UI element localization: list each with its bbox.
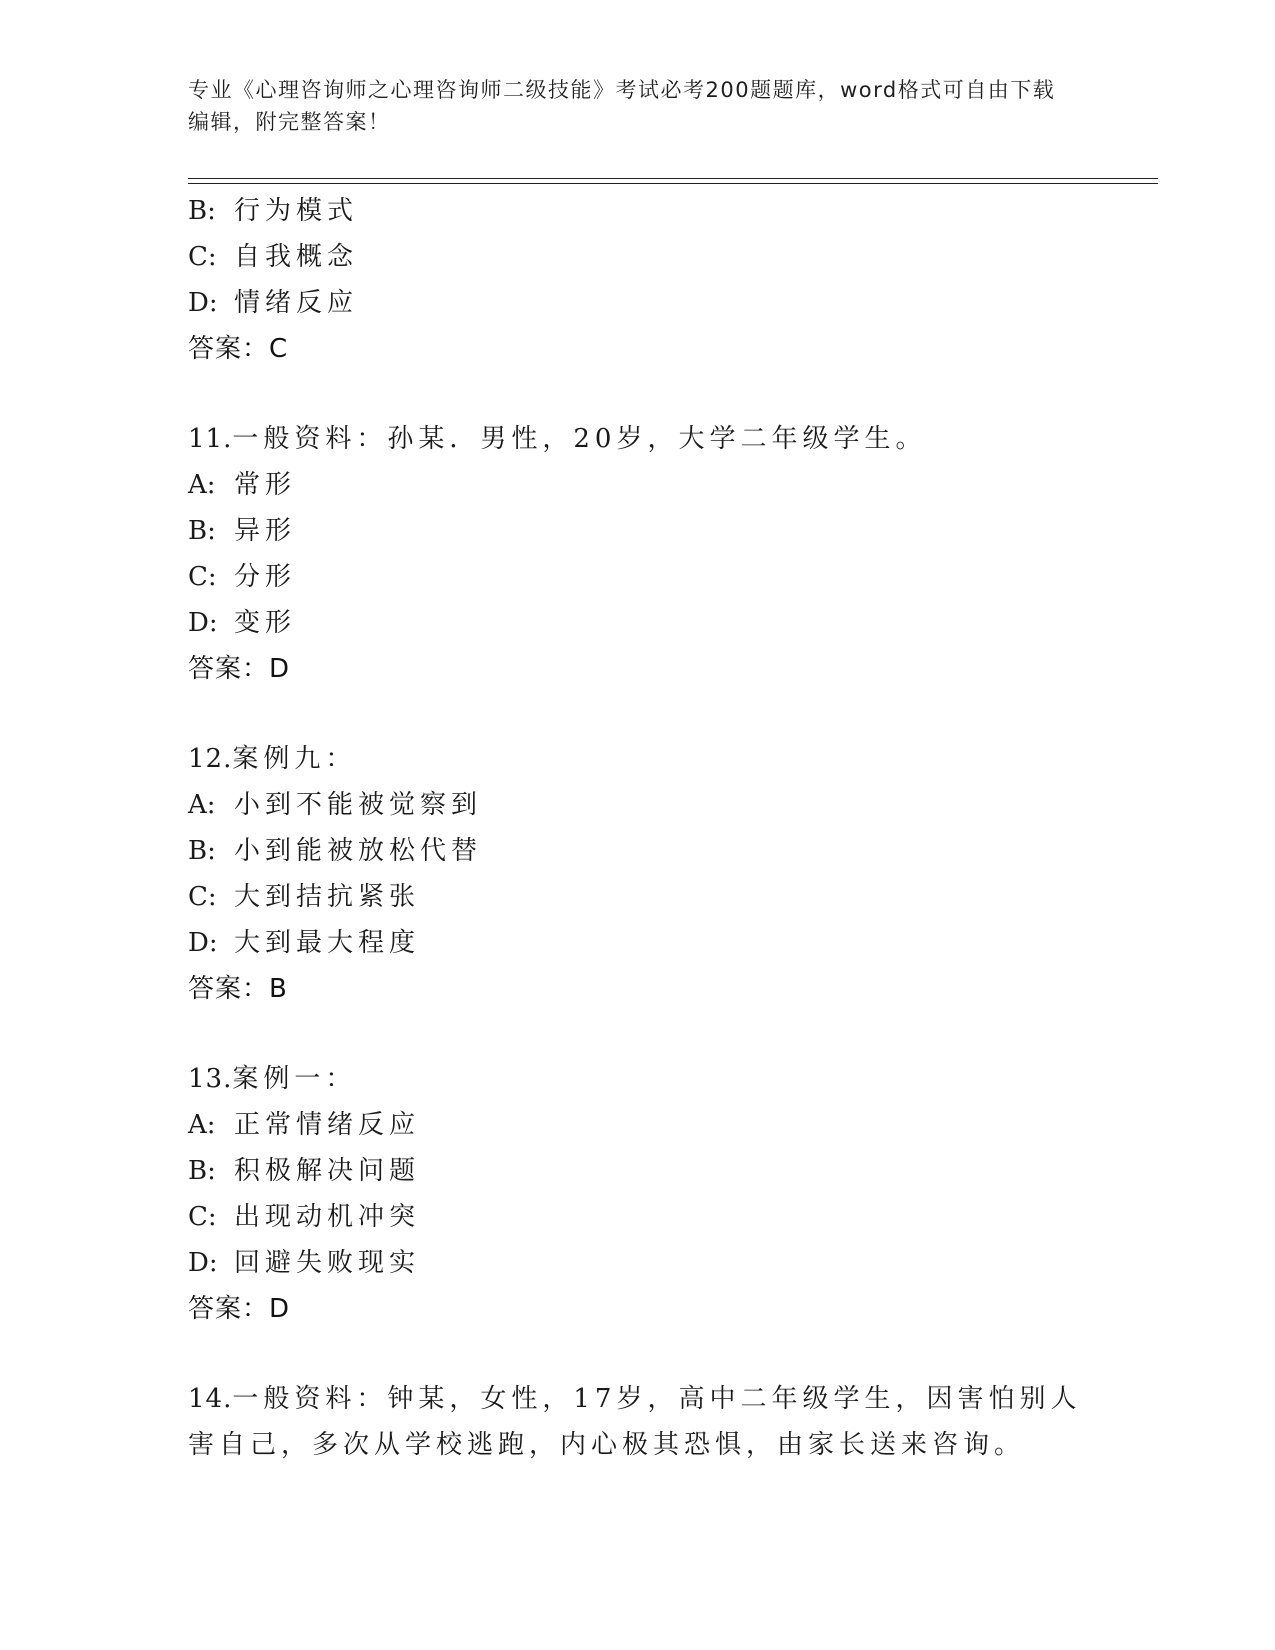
question-stem bbox=[188, 1056, 1088, 1102]
question-number: 11. bbox=[188, 424, 233, 454]
option-text: 大到最大程度 bbox=[234, 928, 421, 958]
option-key: C: bbox=[188, 562, 217, 592]
question-number: 13. bbox=[188, 1064, 233, 1094]
option-key: B: bbox=[188, 836, 216, 866]
question-stem bbox=[188, 736, 1088, 782]
question-text: 一般资料：钟某，女性，17岁，高中二年级学生，因害怕别人害自己，多次从学校逃跑，内心极其恐惧，由家长送来咨询。 bbox=[188, 1384, 1082, 1460]
option-line bbox=[188, 920, 1088, 966]
option-key: A: bbox=[188, 1110, 216, 1140]
answer-line: 答案：B bbox=[188, 974, 288, 1004]
option-line bbox=[188, 234, 1088, 280]
option-key: B: bbox=[188, 516, 216, 546]
option-key: C: bbox=[188, 882, 217, 912]
option-key: A: bbox=[188, 790, 216, 820]
option-line bbox=[188, 600, 1088, 646]
option-key: D: bbox=[188, 928, 218, 958]
option-key: D: bbox=[188, 1248, 218, 1278]
option-line bbox=[188, 554, 1088, 600]
question-number: 12. bbox=[188, 744, 233, 774]
option-key: D: bbox=[188, 608, 218, 638]
header-rule-top bbox=[188, 178, 1158, 179]
question-11 bbox=[188, 416, 1088, 692]
option-text: 自我概念 bbox=[234, 242, 359, 272]
option-text: 变形 bbox=[234, 608, 297, 638]
question-stem bbox=[188, 416, 1088, 462]
question-text: 案例九： bbox=[232, 744, 357, 774]
option-text: 行为模式 bbox=[234, 196, 359, 226]
question-list bbox=[188, 188, 1088, 1468]
option-key: B: bbox=[188, 196, 216, 226]
option-text: 积极解决问题 bbox=[234, 1156, 421, 1186]
option-line bbox=[188, 874, 1088, 920]
option-key: C: bbox=[188, 242, 217, 272]
option-text: 小到不能被觉察到 bbox=[234, 790, 483, 820]
option-text: 大到拮抗紧张 bbox=[234, 882, 421, 912]
option-line bbox=[188, 462, 1088, 508]
option-line bbox=[188, 1102, 1088, 1148]
option-key: C: bbox=[188, 1202, 217, 1232]
option-key: B: bbox=[188, 1156, 216, 1186]
question-14 bbox=[188, 1376, 1088, 1468]
document-header: 专业《心理咨询师之心理咨询师二级技能》考试必考200题题库，word格式可自由下载编辑，附完整答案！ bbox=[188, 78, 1056, 134]
option-text: 回避失败现实 bbox=[234, 1248, 421, 1278]
answer-line: 答案：C bbox=[188, 334, 289, 364]
option-text: 正常情绪反应 bbox=[234, 1110, 421, 1140]
option-line bbox=[188, 1194, 1088, 1240]
option-key: A: bbox=[188, 470, 216, 500]
header-rule-bottom bbox=[188, 183, 1158, 184]
question-number: 14. bbox=[188, 1384, 233, 1414]
option-line bbox=[188, 1148, 1088, 1194]
option-line bbox=[188, 828, 1088, 874]
question-12 bbox=[188, 736, 1088, 1012]
option-text: 分形 bbox=[234, 562, 297, 592]
option-key: D: bbox=[188, 288, 218, 318]
question-text: 案例一： bbox=[232, 1064, 357, 1094]
option-line bbox=[188, 188, 1088, 234]
answer-line: 答案：D bbox=[188, 1294, 291, 1324]
question-stem bbox=[188, 1376, 1088, 1468]
option-text: 异形 bbox=[234, 516, 297, 546]
option-line bbox=[188, 280, 1088, 326]
option-text: 情绪反应 bbox=[234, 288, 359, 318]
option-text: 出现动机冲突 bbox=[234, 1202, 421, 1232]
question-13 bbox=[188, 1056, 1088, 1332]
option-line bbox=[188, 782, 1088, 828]
option-line bbox=[188, 508, 1088, 554]
question-text: 一般资料：孙某．男性，20岁，大学二年级学生。 bbox=[232, 424, 927, 454]
answer-line: 答案：D bbox=[188, 654, 291, 684]
option-line bbox=[188, 1240, 1088, 1286]
option-text: 小到能被放松代替 bbox=[234, 836, 483, 866]
question-partial bbox=[188, 188, 1088, 372]
option-text: 常形 bbox=[234, 470, 297, 500]
